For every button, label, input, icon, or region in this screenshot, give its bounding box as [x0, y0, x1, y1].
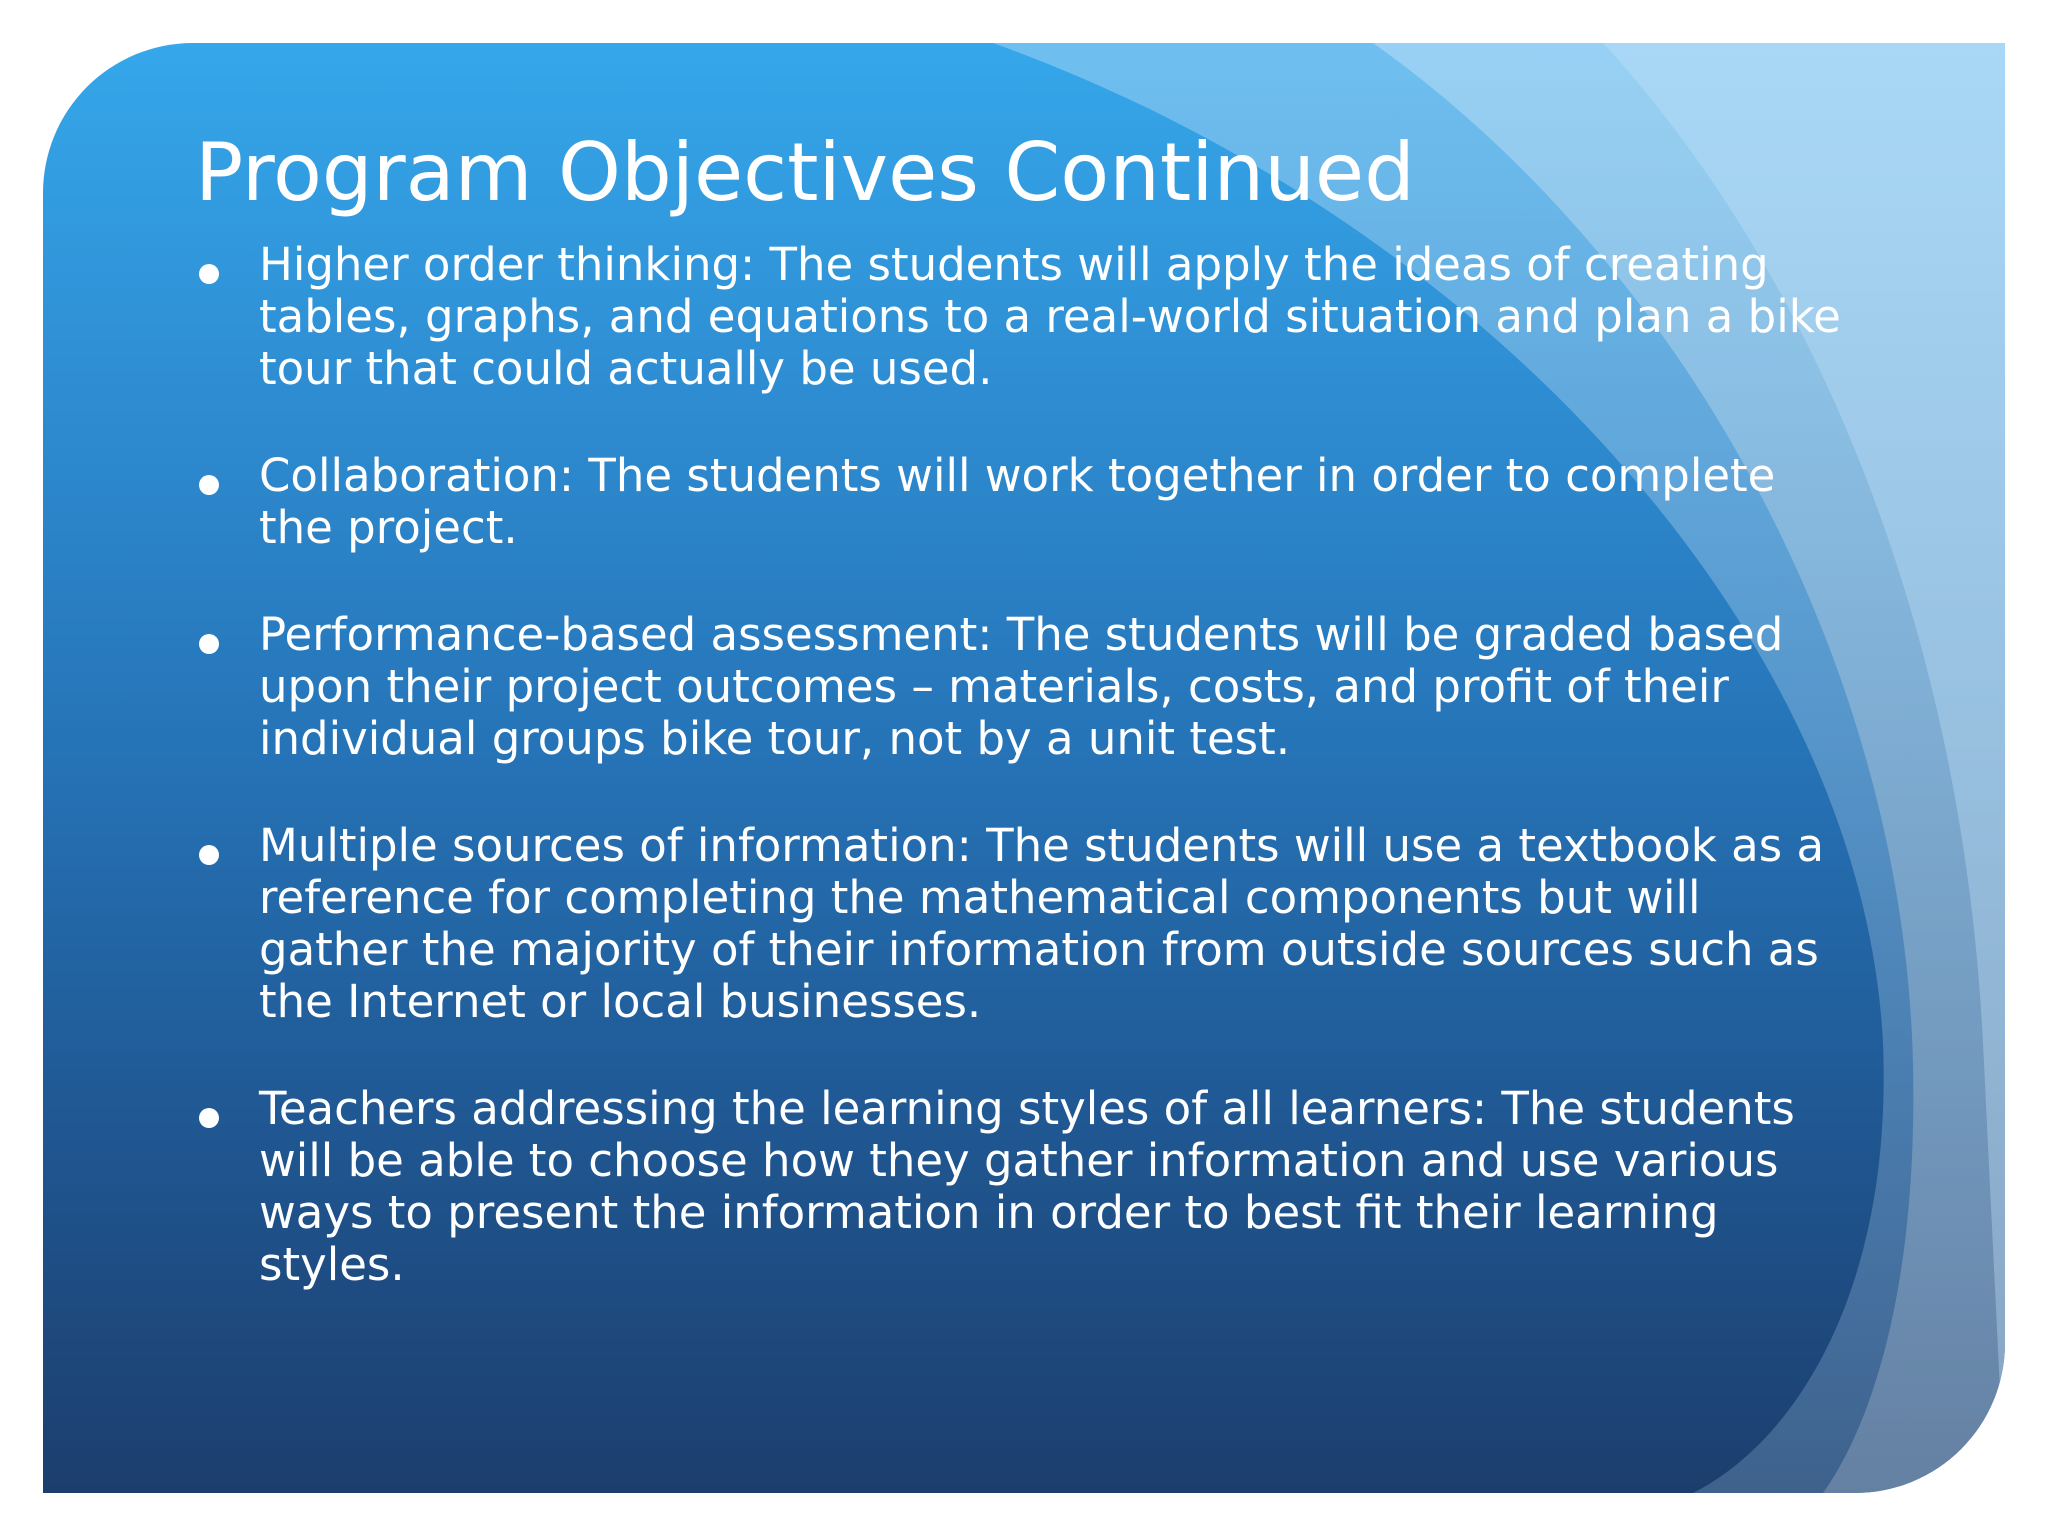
bullet-list	[199, 239, 1859, 1346]
bullet-text: Performance-based assessment: The students will be graded based upon their project outcomes – materials, costs, and profit of their individual groups bike tour, not by a unit test.	[259, 608, 1784, 765]
slide-title: Program Objectives Continued	[195, 126, 1415, 219]
slide	[43, 43, 2005, 1493]
bullet-dot-icon	[199, 264, 219, 284]
bullet-dot-icon	[199, 845, 219, 865]
bullet-text: Higher order thinking: The students will apply the ideas of creating tables, graphs, and equations to a real-world situation and plan a bike tour that could actually be used.	[259, 238, 1841, 395]
bullet-dot-icon	[199, 1108, 219, 1128]
bullet-item-multiple-sources	[199, 820, 1859, 1028]
bullet-item-higher-order-thinking	[199, 239, 1859, 395]
bullet-item-learning-styles	[199, 1083, 1859, 1291]
bullet-text: Teachers addressing the learning styles of all learners: The students will be able to choose how they gather information and use various ways to present the information in order to best fit their learning styles.	[259, 1082, 1795, 1291]
bullet-item-collaboration	[199, 450, 1859, 554]
bullet-text: Multiple sources of information: The students will use a textbook as a reference for completing the mathematical components but will gather the majority of their information from outside sources such as the Internet or local businesses.	[259, 819, 1825, 1028]
bullet-dot-icon	[199, 475, 219, 495]
bullet-dot-icon	[199, 634, 219, 654]
bullet-item-performance-based-assessment	[199, 609, 1859, 765]
bullet-text: Collaboration: The students will work together in order to complete the project.	[259, 449, 1776, 554]
